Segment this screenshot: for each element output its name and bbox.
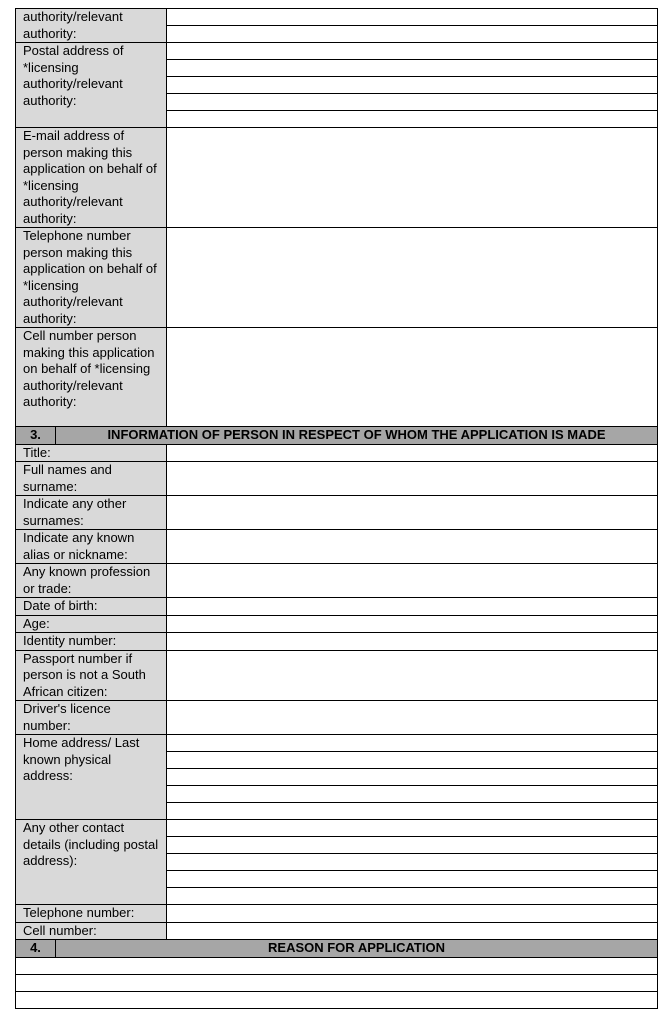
field-input-postal-address-of-licensing-authority-re[interactable] <box>167 94 658 111</box>
field-input-authority-relevant-authority[interactable] <box>167 9 658 26</box>
reason-line-row <box>16 991 658 1008</box>
field-row <box>16 598 658 616</box>
field-row <box>16 496 658 530</box>
field-label-e-mail-address-of-person-making-this-app: E-mail address of person making this application on behalf of *licensing authority/relevant authority: <box>16 128 167 228</box>
field-input-passport-number-if-person-is-not-a-south[interactable] <box>167 650 658 701</box>
field-row <box>16 820 658 837</box>
field-input-postal-address-of-licensing-authority-re[interactable] <box>167 111 658 128</box>
field-label-authority-relevant-authority: authority/relevant authority: <box>16 9 167 43</box>
field-label-postal-address-of-licensing-authority-re: Postal address of *licensing authority/relevant authority: <box>16 43 167 128</box>
form-body <box>16 9 658 1009</box>
field-label-any-other-contact-details-including-post: Any other contact details (including postal address): <box>16 820 167 905</box>
field-row <box>16 905 658 923</box>
field-row <box>16 228 658 328</box>
field-label-indicate-any-other-surnames: Indicate any other surnames: <box>16 496 167 530</box>
field-row <box>16 701 658 735</box>
reason-input-line[interactable] <box>16 991 658 1008</box>
section-header-row <box>16 940 658 958</box>
field-input-postal-address-of-licensing-authority-re[interactable] <box>167 60 658 77</box>
field-input-home-address-last-known-physical-address[interactable] <box>167 786 658 803</box>
field-input-any-other-contact-details-including-post[interactable] <box>167 820 658 837</box>
field-row <box>16 650 658 701</box>
reason-line-row <box>16 957 658 974</box>
field-row <box>16 128 658 228</box>
reason-input-line[interactable] <box>16 957 658 974</box>
section-header-row <box>16 427 658 445</box>
field-row <box>16 633 658 651</box>
field-row <box>16 615 658 633</box>
field-input-home-address-last-known-physical-address[interactable] <box>167 803 658 820</box>
field-input-any-other-contact-details-including-post[interactable] <box>167 854 658 871</box>
field-input-any-other-contact-details-including-post[interactable] <box>167 871 658 888</box>
field-input-indicate-any-other-surnames[interactable] <box>167 496 658 530</box>
field-input-full-names-and-surname[interactable] <box>167 462 658 496</box>
field-row <box>16 564 658 598</box>
field-label-title: Title: <box>16 444 167 462</box>
section-number: 3. <box>16 427 56 445</box>
field-input-age[interactable] <box>167 615 658 633</box>
field-row <box>16 328 658 427</box>
application-form <box>15 8 657 1009</box>
field-input-telephone-number-person-making-this-appl[interactable] <box>167 228 658 328</box>
field-input-identity-number[interactable] <box>167 633 658 651</box>
field-label-date-of-birth: Date of birth: <box>16 598 167 616</box>
field-input-any-other-contact-details-including-post[interactable] <box>167 888 658 905</box>
field-row <box>16 43 658 60</box>
field-label-full-names-and-surname: Full names and surname: <box>16 462 167 496</box>
field-label-any-known-profession-or-trade: Any known profession or trade: <box>16 564 167 598</box>
field-input-postal-address-of-licensing-authority-re[interactable] <box>167 77 658 94</box>
field-input-any-other-contact-details-including-post[interactable] <box>167 837 658 854</box>
field-input-home-address-last-known-physical-address[interactable] <box>167 752 658 769</box>
field-row <box>16 530 658 564</box>
field-input-telephone-number[interactable] <box>167 905 658 923</box>
field-input-date-of-birth[interactable] <box>167 598 658 616</box>
field-input-title[interactable] <box>167 444 658 462</box>
field-row <box>16 922 658 940</box>
field-label-driver-s-licence-number: Driver's licence number: <box>16 701 167 735</box>
field-label-cell-number: Cell number: <box>16 922 167 940</box>
field-row <box>16 462 658 496</box>
field-row <box>16 735 658 752</box>
section-number: 4. <box>16 940 56 958</box>
field-input-indicate-any-known-alias-or-nickname[interactable] <box>167 530 658 564</box>
field-row <box>16 444 658 462</box>
field-label-passport-number-if-person-is-not-a-south: Passport number if person is not a South African citizen: <box>16 650 167 701</box>
field-row <box>16 9 658 26</box>
field-label-telephone-number-person-making-this-appl: Telephone number person making this application on behalf of *licensing authority/relevant authority: <box>16 228 167 328</box>
field-label-home-address-last-known-physical-address: Home address/ Last known physical address: <box>16 735 167 820</box>
field-input-cell-number[interactable] <box>167 922 658 940</box>
field-input-home-address-last-known-physical-address[interactable] <box>167 735 658 752</box>
form-table <box>15 8 658 1009</box>
field-input-driver-s-licence-number[interactable] <box>167 701 658 735</box>
field-input-home-address-last-known-physical-address[interactable] <box>167 769 658 786</box>
field-input-any-known-profession-or-trade[interactable] <box>167 564 658 598</box>
field-label-indicate-any-known-alias-or-nickname: Indicate any known alias or nickname: <box>16 530 167 564</box>
section-title: REASON FOR APPLICATION <box>56 940 658 958</box>
field-label-age: Age: <box>16 615 167 633</box>
field-label-identity-number: Identity number: <box>16 633 167 651</box>
field-input-authority-relevant-authority[interactable] <box>167 26 658 43</box>
field-input-e-mail-address-of-person-making-this-app[interactable] <box>167 128 658 228</box>
field-label-telephone-number: Telephone number: <box>16 905 167 923</box>
reason-line-row <box>16 974 658 991</box>
reason-input-line[interactable] <box>16 974 658 991</box>
field-input-postal-address-of-licensing-authority-re[interactable] <box>167 43 658 60</box>
field-input-cell-number-person-making-this-applicati[interactable] <box>167 328 658 427</box>
section-title: INFORMATION OF PERSON IN RESPECT OF WHOM THE APPLICATION IS MADE <box>56 427 658 445</box>
field-label-cell-number-person-making-this-applicati: Cell number person making this application on behalf of *licensing authority/relevant authority: <box>16 328 167 427</box>
